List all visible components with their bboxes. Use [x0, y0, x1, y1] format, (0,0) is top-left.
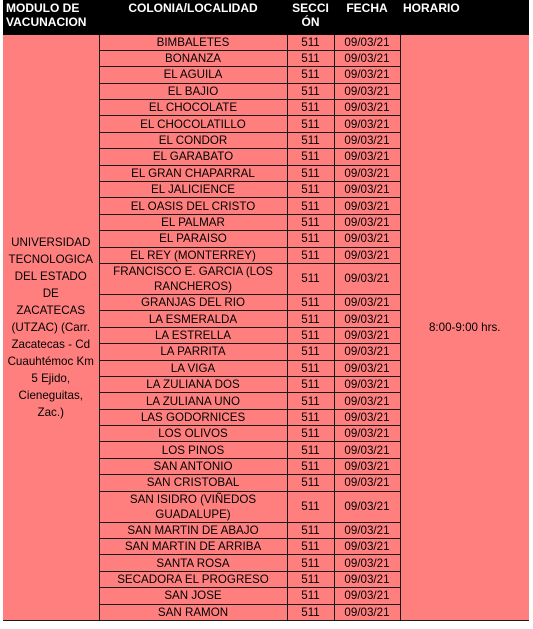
seccion-cell: 511	[287, 393, 334, 409]
fecha-cell: 09/03/21	[334, 34, 400, 50]
horario-cell: 8:00-9:00 hrs.	[400, 34, 529, 621]
colonia-cell: EL REY (MONTERREY)	[99, 247, 287, 263]
fecha-cell: 09/03/21	[334, 83, 400, 99]
seccion-cell: 511	[287, 360, 334, 376]
seccion-cell: 511	[287, 198, 334, 214]
fecha-cell: 09/03/21	[334, 409, 400, 425]
header-seccion: SECCI ÓN	[287, 0, 334, 34]
seccion-cell: 511	[287, 588, 334, 604]
colonia-cell: LA ESMERALDA	[99, 311, 287, 327]
colonia-cell: LA VIGA	[99, 360, 287, 376]
seccion-cell: 511	[287, 604, 334, 620]
fecha-cell: 09/03/21	[334, 294, 400, 310]
fecha-cell: 09/03/21	[334, 327, 400, 343]
colonia-cell: SANTA ROSA	[99, 555, 287, 571]
vaccination-table	[3, 0, 529, 621]
fecha-cell: 09/03/21	[334, 182, 400, 198]
colonia-cell: SAN RAMON	[99, 604, 287, 620]
fecha-cell: 09/03/21	[334, 116, 400, 132]
seccion-cell: 511	[287, 344, 334, 360]
seccion-cell: 511	[287, 83, 334, 99]
seccion-cell: 511	[287, 442, 334, 458]
colonia-cell: LAS GODORNICES	[99, 409, 287, 425]
seccion-cell: 511	[287, 522, 334, 538]
seccion-cell: 511	[287, 34, 334, 50]
colonia-cell: EL JALICIENCE	[99, 182, 287, 198]
fecha-cell: 09/03/21	[334, 458, 400, 474]
colonia-cell: EL PARAISO	[99, 231, 287, 247]
seccion-cell: 511	[287, 67, 334, 83]
seccion-cell: 511	[287, 214, 334, 230]
seccion-cell: 511	[287, 475, 334, 491]
fecha-cell: 09/03/21	[334, 132, 400, 148]
header-horario: HORARIO	[400, 0, 529, 34]
fecha-cell: 09/03/21	[334, 555, 400, 571]
colonia-cell: BONANZA	[99, 50, 287, 66]
colonia-cell: LA ESTRELLA	[99, 327, 287, 343]
colonia-cell: SAN ANTONIO	[99, 458, 287, 474]
header-colonia: COLONIA/LOCALIDAD	[99, 0, 287, 34]
header-fecha: FECHA	[334, 0, 400, 34]
seccion-cell: 511	[287, 165, 334, 181]
fecha-cell: 09/03/21	[334, 231, 400, 247]
colonia-cell: EL AGUILA	[99, 67, 287, 83]
fecha-cell: 09/03/21	[334, 263, 400, 294]
fecha-cell: 09/03/21	[334, 214, 400, 230]
colonia-cell: SAN CRISTOBAL	[99, 475, 287, 491]
header-modulo: MODULO DE VACUNACION	[3, 0, 99, 34]
colonia-cell: LOS OLIVOS	[99, 426, 287, 442]
seccion-cell: 511	[287, 571, 334, 587]
seccion-cell: 511	[287, 132, 334, 148]
seccion-cell: 511	[287, 426, 334, 442]
fecha-cell: 09/03/21	[334, 198, 400, 214]
colonia-cell: EL GARABATO	[99, 149, 287, 165]
colonia-cell: EL CHOCOLATE	[99, 100, 287, 116]
fecha-cell: 09/03/21	[334, 588, 400, 604]
colonia-cell: EL CONDOR	[99, 132, 287, 148]
table-body	[3, 34, 529, 621]
colonia-cell: EL GRAN CHAPARRAL	[99, 165, 287, 181]
fecha-cell: 09/03/21	[334, 247, 400, 263]
fecha-cell: 09/03/21	[334, 311, 400, 327]
fecha-cell: 09/03/21	[334, 522, 400, 538]
colonia-cell: SAN MARTIN DE ARRIBA	[99, 539, 287, 555]
fecha-cell: 09/03/21	[334, 539, 400, 555]
seccion-cell: 511	[287, 182, 334, 198]
seccion-cell: 511	[287, 100, 334, 116]
fecha-cell: 09/03/21	[334, 165, 400, 181]
fecha-cell: 09/03/21	[334, 604, 400, 620]
colonia-cell: LA ZULIANA UNO	[99, 393, 287, 409]
colonia-cell: EL PALMAR	[99, 214, 287, 230]
seccion-cell: 511	[287, 231, 334, 247]
colonia-cell: BIMBALETES	[99, 34, 287, 50]
table-header-row	[3, 0, 529, 34]
fecha-cell: 09/03/21	[334, 50, 400, 66]
colonia-cell: SAN ISIDRO (VIÑEDOS GUADALUPE)	[99, 491, 287, 522]
seccion-cell: 511	[287, 311, 334, 327]
colonia-cell: GRANJAS DEL RIO	[99, 294, 287, 310]
seccion-cell: 511	[287, 539, 334, 555]
colonia-cell: SAN MARTIN DE ABAJO	[99, 522, 287, 538]
seccion-cell: 511	[287, 458, 334, 474]
fecha-cell: 09/03/21	[334, 491, 400, 522]
fecha-cell: 09/03/21	[334, 475, 400, 491]
seccion-cell: 511	[287, 50, 334, 66]
seccion-cell: 511	[287, 376, 334, 392]
fecha-cell: 09/03/21	[334, 442, 400, 458]
colonia-cell: EL CHOCOLATILLO	[99, 116, 287, 132]
seccion-cell: 511	[287, 555, 334, 571]
seccion-cell: 511	[287, 247, 334, 263]
fecha-cell: 09/03/21	[334, 67, 400, 83]
modulo-cell: UNIVERSIDAD TECNOLOGICA DEL ESTADO DE ZACATECAS (UTZAC) (Carr. Zacatecas - Cd Cuauhtémoc Km 5 Ejido, Cieneguitas, Zac.)	[3, 34, 99, 621]
colonia-cell: LA ZULIANA DOS	[99, 376, 287, 392]
fecha-cell: 09/03/21	[334, 571, 400, 587]
seccion-cell: 511	[287, 116, 334, 132]
fecha-cell: 09/03/21	[334, 344, 400, 360]
seccion-cell: 511	[287, 491, 334, 522]
colonia-cell: LOS PINOS	[99, 442, 287, 458]
fecha-cell: 09/03/21	[334, 393, 400, 409]
colonia-cell: SECADORA EL PROGRESO	[99, 571, 287, 587]
colonia-cell: SAN JOSE	[99, 588, 287, 604]
colonia-cell: EL BAJIO	[99, 83, 287, 99]
fecha-cell: 09/03/21	[334, 100, 400, 116]
seccion-cell: 511	[287, 409, 334, 425]
table-row	[3, 34, 529, 50]
colonia-cell: LA PARRITA	[99, 344, 287, 360]
seccion-cell: 511	[287, 294, 334, 310]
seccion-cell: 511	[287, 149, 334, 165]
fecha-cell: 09/03/21	[334, 360, 400, 376]
seccion-cell: 511	[287, 263, 334, 294]
colonia-cell: FRANCISCO E. GARCIA (LOS RANCHEROS)	[99, 263, 287, 294]
seccion-cell: 511	[287, 327, 334, 343]
colonia-cell: EL OASIS DEL CRISTO	[99, 198, 287, 214]
fecha-cell: 09/03/21	[334, 149, 400, 165]
fecha-cell: 09/03/21	[334, 376, 400, 392]
fecha-cell: 09/03/21	[334, 426, 400, 442]
